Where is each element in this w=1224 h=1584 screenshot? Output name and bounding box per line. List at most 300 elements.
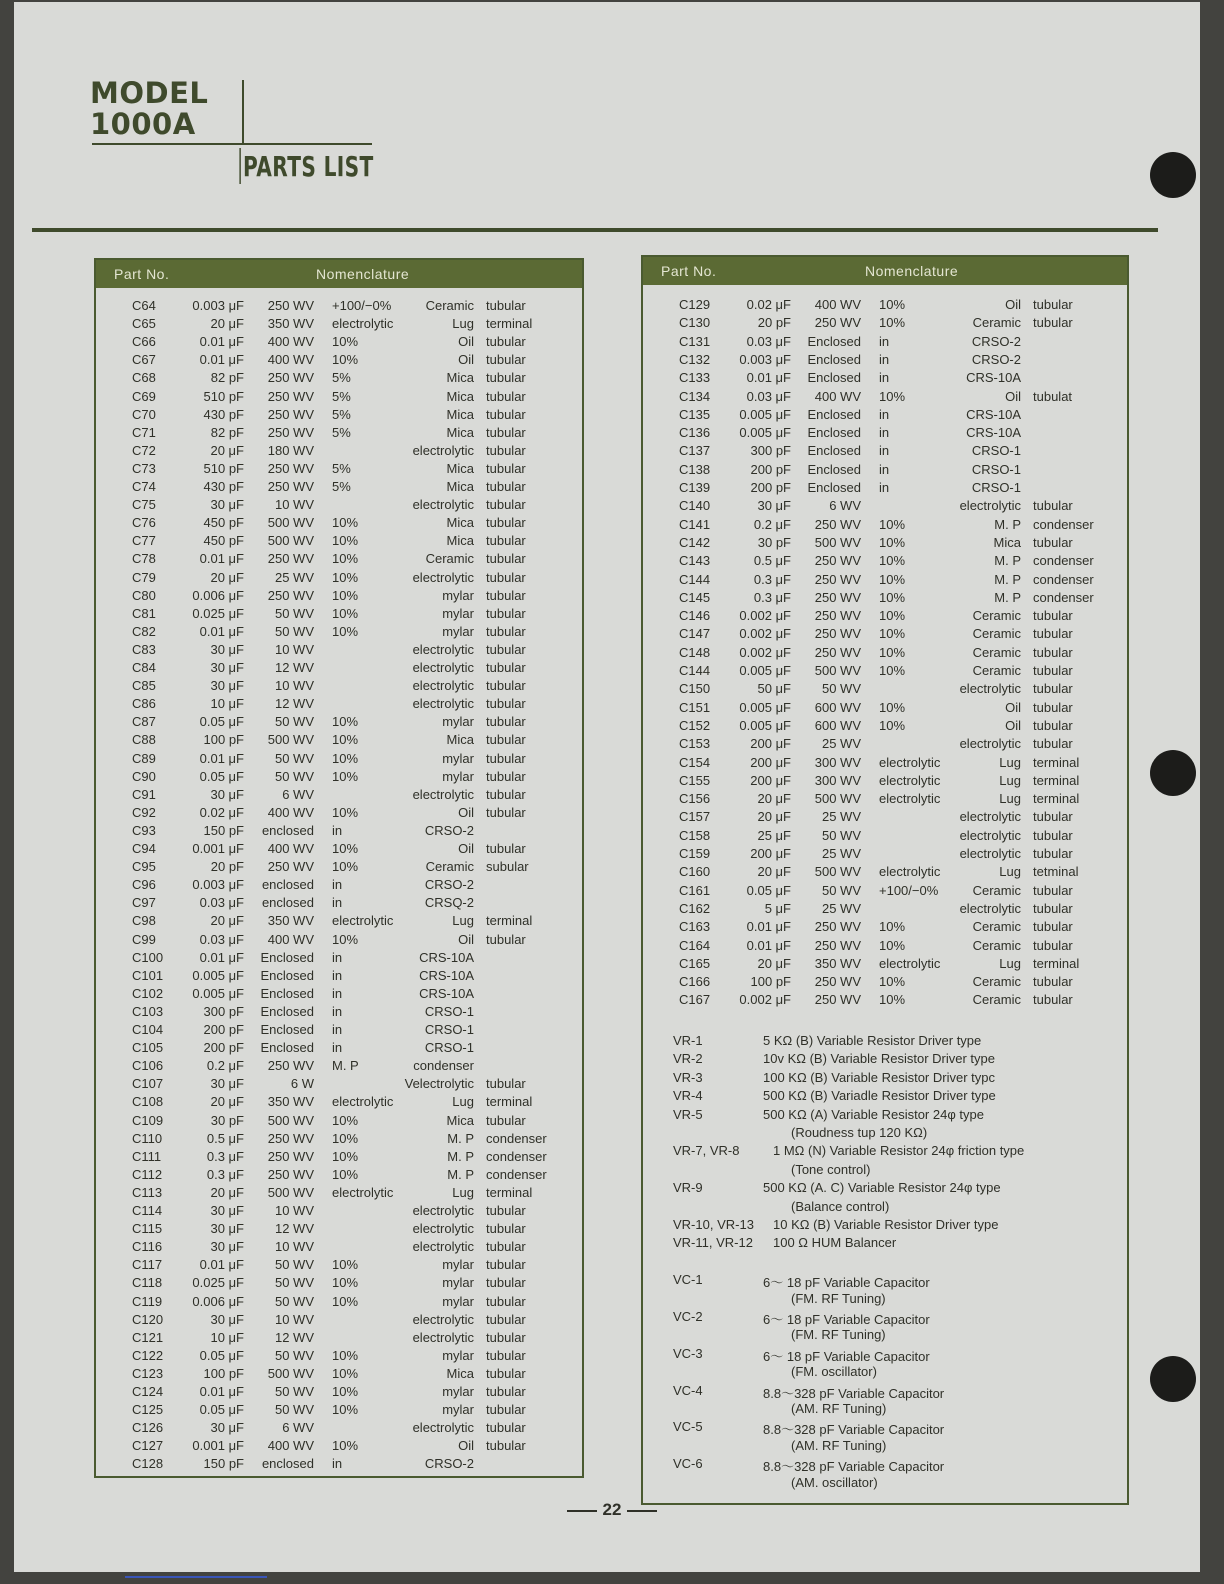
- part-number-cell: C137: [679, 443, 711, 459]
- voltage-rating-cell: Enclosed: [260, 985, 314, 1001]
- part-number-cell: C164: [679, 937, 711, 953]
- part-number-cell: C75: [132, 497, 156, 513]
- voltage-rating-cell: 250 WV: [814, 516, 861, 532]
- capacitance-cell: 0.2 μF: [206, 1058, 244, 1074]
- table-row: [96, 334, 576, 352]
- part-number-cell: VC-6: [673, 1456, 703, 1472]
- capacitance-cell: 30 μF: [210, 1203, 244, 1218]
- form-cell: tubular: [486, 804, 526, 820]
- type-cell: Ceramic: [425, 859, 474, 875]
- header-rule: [32, 228, 1158, 232]
- table-row: [643, 1383, 1123, 1401]
- table-row: [96, 1384, 576, 1402]
- table-row: [96, 443, 576, 461]
- table-row: [643, 846, 1123, 864]
- tolerance-cell: electrolytic: [879, 772, 941, 788]
- part-number-cell: C79: [132, 569, 156, 585]
- part-number-cell: C125: [132, 1402, 164, 1418]
- capacitance-cell: 30 μF: [210, 1420, 244, 1436]
- part-number-cell: VC-3: [673, 1345, 703, 1361]
- tolerance-cell: 10%: [879, 626, 906, 642]
- capacitance-cell: 200 pF: [750, 480, 791, 495]
- header-nomenclature: Nomenclature: [865, 263, 959, 279]
- description-cell: 100 Ω HUM Balancer: [773, 1235, 897, 1251]
- capacitance-cell: 0.05 μF: [199, 714, 244, 730]
- part-number-cell: C95: [132, 859, 156, 875]
- tolerance-cell: 10%: [332, 587, 359, 603]
- type-cell: Mica: [446, 406, 474, 422]
- form-cell: tubular: [486, 497, 526, 513]
- type-cell: electrolytic: [412, 660, 474, 675]
- table-row: [643, 1088, 1123, 1106]
- part-number-cell: C77: [132, 533, 156, 549]
- type-cell: Ceramic: [972, 974, 1021, 990]
- form-cell: tubular: [486, 1257, 526, 1273]
- part-number-cell: C66: [132, 334, 156, 350]
- type-cell: condenser: [413, 1058, 474, 1074]
- capacitance-cell: 100 pF: [203, 732, 244, 748]
- tolerance-cell: in: [879, 425, 890, 441]
- table-row: [96, 352, 576, 370]
- capacitance-cell: 30 pF: [210, 1112, 244, 1128]
- tolerance-cell: 10%: [879, 553, 906, 569]
- part-number-cell: C94: [132, 841, 156, 856]
- form-cell: tubular: [486, 714, 526, 730]
- capacitance-cell: 0.03 μF: [199, 931, 244, 947]
- tolerance-cell: 10%: [879, 534, 906, 550]
- tolerance-cell: 10%: [879, 663, 906, 678]
- description-cell: (FM. oscillator): [791, 1364, 877, 1380]
- capacitance-cell: 510 pF: [203, 460, 244, 476]
- model-brand: [90, 78, 208, 140]
- part-number-cell: C151: [679, 699, 711, 715]
- part-number-cell: C147: [679, 626, 711, 642]
- voltage-rating-cell: 500 WV: [267, 1365, 314, 1381]
- part-number-cell: C104: [132, 1022, 164, 1037]
- capacitance-cell: 0.005 μF: [739, 699, 791, 715]
- capacitance-cell: 150 pF: [203, 822, 244, 838]
- tolerance-cell: 10%: [332, 1438, 359, 1454]
- voltage-rating-cell: Enclosed: [807, 480, 861, 495]
- table-row: [96, 1149, 576, 1167]
- table-row: [96, 533, 576, 551]
- part-number-cell: C134: [679, 388, 711, 404]
- tolerance-cell: 10%: [332, 804, 359, 820]
- table-row: [643, 1401, 1123, 1419]
- capacitance-cell: 5 μF: [764, 900, 791, 916]
- tolerance-cell: 10%: [879, 717, 906, 733]
- type-cell: Ceramic: [972, 608, 1021, 624]
- capacitance-cell: 0.006 μF: [192, 1293, 244, 1309]
- capacitance-cell: 0.03 μF: [199, 895, 244, 911]
- type-cell: electrolytic: [412, 442, 474, 458]
- form-cell: condenser: [486, 1148, 547, 1164]
- part-number-cell: C90: [132, 768, 156, 784]
- voltage-rating-cell: 50 WV: [274, 1402, 314, 1418]
- capacitance-cell: 0.03 μF: [746, 333, 791, 349]
- table-row: [96, 497, 576, 515]
- table-row: [96, 298, 576, 316]
- capacitance-cell: 30 μF: [210, 1076, 244, 1092]
- voltage-rating-cell: 250 WV: [267, 406, 314, 422]
- part-number-cell: C92: [132, 804, 156, 820]
- tolerance-cell: in: [879, 406, 890, 422]
- form-cell: tubular: [486, 750, 526, 766]
- table-row: [643, 498, 1123, 516]
- voltage-rating-cell: 250 WV: [814, 992, 861, 1008]
- table-row: [96, 678, 576, 696]
- form-cell: tubulat: [1033, 388, 1073, 404]
- part-number-cell: C156: [679, 791, 711, 807]
- form-cell: tubular: [486, 768, 526, 784]
- tolerance-cell: in: [879, 480, 890, 495]
- table-row: [643, 590, 1123, 608]
- type-cell: M. P: [447, 1166, 474, 1182]
- form-cell: tubular: [486, 388, 526, 404]
- voltage-rating-cell: 50 WV: [274, 1257, 314, 1273]
- table-row: [96, 1076, 576, 1094]
- form-cell: tubular: [1033, 699, 1073, 715]
- voltage-rating-cell: enclosed: [261, 1456, 314, 1472]
- tolerance-cell: 10%: [332, 841, 359, 856]
- part-number-cell: C130: [679, 315, 711, 331]
- table-row: [643, 718, 1123, 736]
- voltage-rating-cell: 400 WV: [814, 297, 861, 312]
- tolerance-cell: M. P: [332, 1058, 359, 1074]
- table-row: [643, 901, 1123, 919]
- part-number-cell: C110: [132, 1130, 163, 1146]
- tolerance-cell: in: [332, 1003, 343, 1019]
- table-row: [96, 696, 576, 714]
- type-cell: CRS-10A: [419, 949, 474, 965]
- table-row: [643, 1309, 1123, 1327]
- tolerance-cell: 10%: [332, 732, 359, 748]
- part-number-cell: C100: [132, 949, 164, 965]
- description-cell: 6～ 18 pF Variable Capacitor: [763, 1275, 930, 1291]
- table-row: [643, 755, 1123, 773]
- type-cell: Oil: [458, 1438, 474, 1454]
- tolerance-cell: 10%: [879, 589, 906, 605]
- voltage-rating-cell: 50 WV: [274, 1275, 314, 1291]
- tolerance-cell: in: [879, 443, 890, 459]
- voltage-rating-cell: 250 WV: [267, 479, 314, 494]
- header-part-no: Part No.: [114, 266, 170, 282]
- tolerance-cell: 10%: [332, 515, 359, 531]
- capacitance-cell: 0.02 μF: [199, 804, 244, 820]
- voltage-rating-cell: 50 WV: [274, 768, 314, 784]
- voltage-rating-cell: 250 WV: [267, 551, 314, 567]
- capacitance-cell: 0.03 μF: [746, 388, 791, 404]
- type-cell: Mica: [446, 1365, 474, 1381]
- form-cell: tubular: [486, 641, 526, 657]
- type-cell: electrolytic: [412, 786, 474, 802]
- table-row: [96, 1167, 576, 1185]
- part-number-cell: VC-1: [673, 1272, 703, 1288]
- table-row: [643, 791, 1123, 809]
- capacitance-cell: 100 pF: [750, 974, 791, 990]
- type-cell: Mica: [446, 732, 474, 748]
- form-cell: tubular: [1033, 937, 1073, 953]
- table-row: [643, 645, 1123, 663]
- type-cell: electrolytic: [959, 681, 1021, 697]
- description-cell: (Balance control): [791, 1198, 890, 1214]
- tolerance-cell: in: [879, 333, 890, 349]
- capacitance-cell: 0.01 μF: [746, 370, 791, 386]
- table-row: [643, 1364, 1123, 1382]
- part-number-cell: C83: [132, 641, 156, 657]
- table-row: [643, 1180, 1123, 1198]
- tolerance-cell: 10%: [332, 352, 359, 368]
- capacitance-cell: 30 μF: [210, 1311, 244, 1327]
- part-number-cell: C148: [679, 644, 711, 660]
- table-row: [96, 1185, 576, 1203]
- voltage-rating-cell: 25 WV: [821, 809, 861, 825]
- capacitance-cell: 0.3 μF: [753, 589, 791, 605]
- capacitance-cell: 0.025 μF: [192, 1275, 244, 1291]
- type-cell: electrolytic: [412, 497, 474, 513]
- voltage-rating-cell: 50 WV: [274, 623, 314, 639]
- table-row: [643, 919, 1123, 937]
- form-cell: tubular: [1033, 974, 1073, 990]
- voltage-rating-cell: 400 WV: [814, 388, 861, 404]
- form-cell: terminal: [1033, 754, 1080, 770]
- tolerance-cell: 10%: [332, 931, 359, 947]
- table-row: [96, 588, 576, 606]
- type-cell: electrolytic: [412, 1420, 474, 1436]
- capacitance-cell: 82 pF: [210, 424, 244, 440]
- type-cell: Oil: [458, 804, 474, 820]
- part-number-cell: C161: [679, 882, 711, 898]
- description-cell: 500 KΩ (B) Variadle Resistor Driver type: [763, 1088, 996, 1104]
- part-number-cell: C76: [132, 515, 156, 531]
- capacitance-cell: 20 μF: [210, 913, 244, 929]
- form-cell: tubular: [1033, 882, 1073, 898]
- type-cell: electrolytic: [959, 900, 1021, 916]
- type-cell: Lug: [452, 913, 474, 929]
- table-row: [96, 787, 576, 805]
- page-title: [243, 150, 374, 183]
- table-row: [643, 608, 1123, 626]
- form-cell: tubular: [486, 515, 526, 531]
- type-cell: Mica: [446, 460, 474, 476]
- part-number-cell: C114: [132, 1203, 163, 1218]
- capacitance-cell: 0.05 μF: [746, 882, 791, 898]
- form-cell: tubular: [486, 298, 526, 313]
- voltage-rating-cell: Enclosed: [260, 949, 314, 965]
- tolerance-cell: electrolytic: [332, 316, 394, 332]
- part-number-cell: C165: [679, 955, 711, 971]
- voltage-rating-cell: enclosed: [261, 895, 314, 911]
- voltage-rating-cell: 250 WV: [814, 608, 861, 624]
- type-cell: CRSO-1: [971, 461, 1021, 477]
- form-cell: tubular: [486, 1329, 526, 1345]
- table-row: [96, 986, 576, 1004]
- page-title-text: PARTS LIST: [243, 150, 374, 183]
- table-row: [643, 352, 1123, 370]
- table-row: [643, 1456, 1123, 1474]
- capacitance-cell: 30 μF: [210, 497, 244, 513]
- type-cell: CRSO-2: [424, 822, 474, 838]
- tolerance-cell: 10%: [332, 623, 359, 639]
- form-cell: tubular: [486, 931, 526, 947]
- type-cell: Ceramic: [972, 919, 1021, 935]
- type-cell: electrolytic: [412, 1329, 474, 1345]
- type-cell: Oil: [458, 841, 474, 856]
- type-cell: Velectrolytic: [404, 1076, 474, 1092]
- type-cell: electrolytic: [412, 1239, 474, 1255]
- table-row: [96, 877, 576, 895]
- capacitance-cell: 0.01 μF: [746, 937, 791, 953]
- voltage-rating-cell: 25 WV: [274, 569, 314, 585]
- form-cell: tubular: [486, 551, 526, 567]
- table-row: [96, 1113, 576, 1131]
- part-number-cell: C150: [679, 681, 711, 697]
- part-number-cell: C78: [132, 551, 156, 567]
- voltage-rating-cell: 350 WV: [267, 316, 314, 332]
- capacitance-cell: 0.01 μF: [199, 551, 244, 567]
- form-cell: tubular: [1033, 498, 1073, 514]
- capacitance-cell: 0.002 μF: [739, 626, 791, 642]
- part-number-cell: C153: [679, 736, 711, 752]
- form-cell: tubular: [486, 334, 526, 350]
- table-row: [643, 572, 1123, 590]
- type-cell: Mica: [993, 534, 1021, 550]
- tolerance-cell: in: [332, 1022, 343, 1037]
- part-number-cell: VR-11, VR-12: [673, 1235, 753, 1251]
- part-number-cell: C73: [132, 460, 156, 476]
- tolerance-cell: in: [332, 1456, 343, 1472]
- type-cell: Lug: [452, 1094, 474, 1110]
- form-cell: subular: [486, 859, 529, 875]
- type-cell: electrolytic: [412, 678, 474, 694]
- type-cell: CRSO-2: [424, 877, 474, 893]
- type-cell: CRSO-2: [971, 333, 1021, 349]
- part-number-cell: C111: [132, 1148, 162, 1164]
- voltage-rating-cell: 250 WV: [814, 974, 861, 990]
- table-row: [643, 517, 1123, 535]
- type-cell: Oil: [458, 334, 474, 350]
- voltage-rating-cell: 50 WV: [821, 681, 861, 697]
- form-cell: condenser: [486, 1130, 547, 1146]
- capacitance-cell: 0.3 μF: [206, 1166, 244, 1182]
- tolerance-cell: electrolytic: [332, 1094, 394, 1110]
- part-number-cell: C86: [132, 696, 156, 712]
- voltage-rating-cell: 50 WV: [274, 1384, 314, 1399]
- table-row: [643, 883, 1123, 901]
- brand-line-1: MODEL: [90, 76, 209, 110]
- capacitance-cell: 0.2 μF: [753, 516, 791, 532]
- type-cell: Ceramic: [425, 551, 474, 567]
- tolerance-cell: 5%: [332, 424, 351, 440]
- voltage-rating-cell: 350 WV: [267, 913, 314, 929]
- form-cell: condenser: [1033, 589, 1094, 605]
- form-cell: tubular: [486, 587, 526, 603]
- table-row: [96, 968, 576, 986]
- voltage-rating-cell: 25 WV: [821, 900, 861, 916]
- capacitance-cell: 10 μF: [210, 696, 244, 712]
- tolerance-cell: 10%: [332, 1384, 359, 1399]
- part-number-cell: C160: [679, 864, 711, 880]
- capacitance-cell: 20 μF: [210, 569, 244, 585]
- voltage-rating-cell: 250 WV: [814, 571, 861, 587]
- type-cell: Ceramic: [972, 882, 1021, 898]
- part-number-cell: C146: [679, 608, 711, 624]
- table-row: [643, 334, 1123, 352]
- part-number-cell: C159: [679, 846, 711, 861]
- type-cell: mylar: [442, 1257, 474, 1273]
- capacitance-cell: 0.05 μF: [199, 1347, 244, 1363]
- binder-hole-top-icon: [1150, 152, 1196, 198]
- page-number: [0, 1500, 1224, 1520]
- form-cell: tubular: [1033, 900, 1073, 916]
- tolerance-cell: electrolytic: [332, 913, 394, 929]
- tolerance-cell: 10%: [879, 516, 906, 532]
- part-number-cell: C128: [132, 1456, 164, 1472]
- voltage-rating-cell: Enclosed: [807, 425, 861, 441]
- voltage-rating-cell: 25 WV: [821, 736, 861, 752]
- voltage-rating-cell: 250 WV: [267, 1148, 314, 1164]
- voltage-rating-cell: Enclosed: [807, 461, 861, 477]
- capacitance-cell: 0.003 μF: [192, 877, 244, 893]
- form-cell: tubular: [486, 1221, 526, 1237]
- part-number-cell: C71: [132, 424, 156, 440]
- form-cell: tubular: [1033, 717, 1073, 733]
- description-cell: 100 KΩ (B) Variable Resistor Driver typc: [763, 1069, 995, 1085]
- form-cell: tubular: [1033, 644, 1073, 660]
- form-cell: tubular: [1033, 992, 1073, 1008]
- capacitance-cell: 200 μF: [750, 846, 791, 861]
- voltage-rating-cell: 350 WV: [814, 955, 861, 971]
- parts-table-right: [641, 255, 1129, 1505]
- voltage-rating-cell: 250 WV: [814, 937, 861, 953]
- type-cell: CRS-10A: [966, 370, 1021, 386]
- header-part-no: Part No.: [661, 263, 717, 279]
- voltage-rating-cell: 6 WV: [829, 498, 861, 514]
- type-cell: electrolytic: [412, 1203, 474, 1218]
- voltage-rating-cell: 180 WV: [267, 442, 314, 458]
- capacitance-cell: 300 pF: [203, 1003, 244, 1019]
- type-cell: Ceramic: [425, 298, 474, 313]
- voltage-rating-cell: 12 WV: [274, 696, 314, 712]
- voltage-rating-cell: 300 WV: [814, 754, 861, 770]
- form-cell: tubular: [486, 1402, 526, 1418]
- type-cell: CRSO-1: [424, 1003, 474, 1019]
- description-cell: 6～ 18 pF Variable Capacitor: [763, 1348, 930, 1364]
- part-number-cell: C152: [679, 717, 711, 733]
- table-row: [96, 751, 576, 769]
- tolerance-cell: electrolytic: [879, 754, 941, 770]
- part-number-cell: C142: [679, 534, 711, 550]
- table-row: [96, 714, 576, 732]
- capacitance-cell: 0.002 μF: [739, 644, 791, 660]
- capacitance-cell: 0.003 μF: [739, 351, 791, 367]
- tolerance-cell: 10%: [332, 1365, 359, 1381]
- capacitance-cell: 0.001 μF: [192, 841, 244, 856]
- form-cell: tubular: [486, 841, 526, 856]
- capacitance-cell: 20 μF: [210, 1094, 244, 1110]
- type-cell: electrolytic: [412, 1311, 474, 1327]
- capacitance-cell: 20 μF: [757, 864, 791, 880]
- form-cell: tubular: [486, 406, 526, 422]
- part-number-cell: C97: [132, 895, 156, 911]
- capacitance-cell: 0.5 μF: [753, 553, 791, 569]
- table-header-right: [643, 257, 1127, 285]
- table-row: [96, 1420, 576, 1438]
- voltage-rating-cell: enclosed: [261, 822, 314, 838]
- voltage-rating-cell: 10 WV: [274, 678, 314, 694]
- table-row: [643, 535, 1123, 553]
- table-row: [96, 1275, 576, 1293]
